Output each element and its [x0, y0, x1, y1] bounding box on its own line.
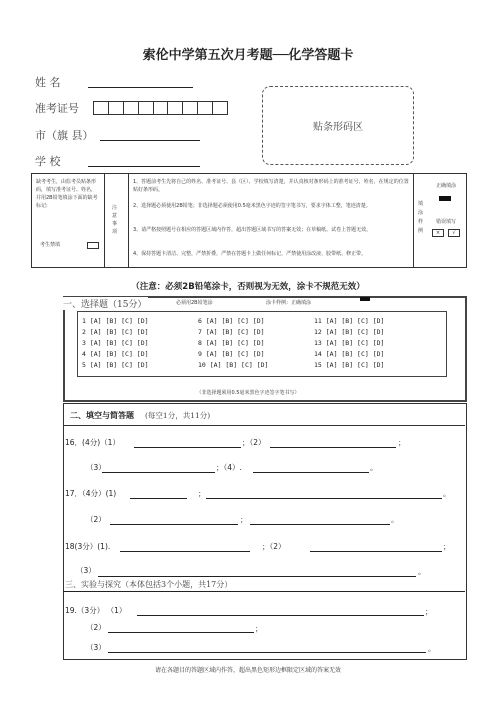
- q19-1-answer-line[interactable]: [137, 615, 424, 616]
- q19-3-answer-line[interactable]: [108, 652, 426, 653]
- q17-1b-answer-line[interactable]: [206, 498, 442, 499]
- notice-item: 3、请严格按照题号在相应的答题区域内作答，超出答题区域书写的答案无效；在草稿纸、试卷上答题无效。: [133, 227, 372, 233]
- section1-heading: 一、选择题（15分）: [63, 297, 148, 310]
- choice-column: [198, 316, 268, 371]
- choice-column: [314, 316, 384, 371]
- notice-item: 4、保持答题卡清洁、完整，严禁折叠，严禁在答题卡上做任何标记，严禁使用涂改液、胶带纸、修正带。: [133, 251, 367, 257]
- absent-mark-label: 考生禁填: [40, 242, 61, 248]
- q17-2b-answer-line[interactable]: [250, 524, 390, 525]
- choice-row[interactable]: 10 [A] [B] [C] [D]: [198, 361, 269, 369]
- q19-line3-label: （3）: [86, 643, 106, 652]
- choice-row[interactable]: 6 [A] [B] [C] [D]: [198, 317, 265, 325]
- choice-row[interactable]: 7 [A] [B] [C] [D]: [198, 328, 265, 336]
- notice-item: 1、答题前考生先将自己的姓名、准考证号、县（区）、学校填写清楚，并认真核对条形码上的准考证号、姓名，在规定的位置贴好条形码。: [133, 179, 409, 193]
- q19-2-answer-line[interactable]: [108, 632, 254, 633]
- section3-divider: [63, 591, 465, 592]
- q16-3-answer-line[interactable]: [102, 472, 215, 473]
- q16-line2-label: （3）: [86, 463, 106, 472]
- fill-example-label: 填涂样例: [418, 201, 424, 234]
- notice-items: [128, 174, 414, 267]
- barcode-area: [262, 86, 414, 165]
- choice-row[interactable]: 3 [A] [B] [C] [D]: [82, 339, 149, 347]
- q19-line1-label: 19.（3分） （1）: [65, 606, 127, 615]
- choice-row[interactable]: 11 [A] [B] [C] [D]: [314, 317, 385, 325]
- section1-hint: 必须用2B铅笔涂: [176, 300, 213, 306]
- q17-2a-answer-line[interactable]: [110, 524, 238, 525]
- notes-box: [31, 173, 467, 268]
- q18-line1-end: ；: [443, 542, 451, 551]
- barcode-label: 贴条形码区: [313, 122, 363, 133]
- page-title: 索伦中学第五次月考题──化学答题卡: [142, 48, 354, 63]
- q19-line3-end: 。: [428, 644, 436, 653]
- q18-2-answer-line[interactable]: [310, 551, 442, 552]
- q16-line2-end: 。: [370, 463, 378, 472]
- q17-1a-answer-line[interactable]: [130, 498, 187, 499]
- q16-2-answer-line[interactable]: [270, 447, 396, 448]
- footer-note: 请在各题目的答题区域内作答，超出黑色矩形边框限定区域的答案无效: [154, 667, 341, 674]
- q17-line2-mid: ；: [240, 515, 248, 524]
- q18-line1-mid: ；（2）: [262, 542, 286, 551]
- section2-heading-note: (每空1分，共11分): [145, 411, 211, 420]
- choice-column: [82, 316, 149, 371]
- correct-label: 正确填涂: [435, 183, 456, 189]
- q19-line2-end: ；: [255, 624, 263, 633]
- choice-row[interactable]: 8 [A] [B] [C] [D]: [198, 339, 265, 347]
- choice-row[interactable]: 1 [A] [B] [C] [D]: [82, 317, 149, 325]
- q18-line1-label: 18(3分）(1).: [65, 542, 111, 551]
- q16-line1-mid: ；（2）: [242, 438, 266, 447]
- choice-row[interactable]: 4 [A] [B] [C] [D]: [82, 350, 149, 358]
- name-field[interactable]: [88, 87, 193, 88]
- section2-heading: 二、填空与简答题: [70, 411, 134, 420]
- wrong-mark-x: ×: [432, 229, 444, 237]
- city-label: 市（旗 县）: [35, 129, 94, 142]
- exam-no-boxes[interactable]: [93, 101, 228, 115]
- absent-text: 缺考考生，由监考员贴条形码，填写准考证号、姓名，并用2B铅笔填涂下面的缺考标记:: [36, 179, 98, 209]
- section1-sample: 涂卡样例：正确填涂: [266, 300, 312, 306]
- section1-footnote: （非选择题须用0.5毫米黑色字迹签字笔书写）: [196, 390, 300, 396]
- notice-title: 注意事项: [112, 205, 118, 235]
- q17-line2-end: 。: [391, 515, 399, 524]
- q17-line1-label: 17．（4分）(1): [65, 489, 117, 498]
- wrong-label: 错误填写: [435, 219, 456, 225]
- absent-mark-box[interactable]: [87, 242, 99, 249]
- exam-no-label: 准考证号: [35, 102, 79, 115]
- q16-line2-mid: ；（4）.: [216, 463, 242, 472]
- q18-line2-label: （3）: [76, 566, 96, 575]
- correct-fill-sample: [439, 196, 451, 201]
- q17-line2-label: （2）: [86, 515, 106, 524]
- q16-line1-label: 16．(4分)（1）: [65, 438, 120, 447]
- choice-grid: [77, 311, 447, 377]
- choice-row[interactable]: 12 [A] [B] [C] [D]: [314, 328, 385, 336]
- choice-row[interactable]: 15 [A] [B] [C] [D]: [314, 361, 385, 369]
- name-label: 姓 名: [35, 76, 61, 89]
- q19-line1-end: ；: [425, 607, 433, 616]
- absent-panel: [32, 174, 105, 267]
- notice-item: 2、选择题必须使用2B铅笔；非选择题必须使用0.5毫米黑色字迹的签字笔书写，要求字体工整，笔迹清楚。: [133, 203, 371, 209]
- warning-text: （注意：必须2B铅笔涂卡，否则视为无效，涂卡不规范无效）: [131, 282, 365, 292]
- sample-fill-mark: [360, 297, 370, 301]
- q17-line1-mid: ；: [198, 489, 206, 498]
- wrong-mark-check: √: [448, 229, 460, 237]
- choice-row[interactable]: 13 [A] [B] [C] [D]: [314, 339, 385, 347]
- q18-line2-end: 。: [418, 567, 426, 576]
- q18-3-answer-line[interactable]: [98, 576, 416, 577]
- q16-4-answer-line[interactable]: [253, 472, 369, 473]
- choice-row[interactable]: 9 [A] [B] [C] [D]: [198, 350, 265, 358]
- choice-row[interactable]: 2 [A] [B] [C] [D]: [82, 328, 149, 336]
- school-label: 学 校: [35, 155, 61, 168]
- q19-line2-label: （2）: [86, 623, 106, 632]
- choice-row[interactable]: 14 [A] [B] [C] [D]: [314, 350, 385, 358]
- city-field[interactable]: [100, 140, 200, 141]
- school-field[interactable]: [88, 166, 200, 167]
- q17-line1-end: 。: [443, 489, 451, 498]
- q16-line1-end: ；: [398, 438, 406, 447]
- q16-1-answer-line[interactable]: [134, 447, 241, 448]
- choice-row[interactable]: 5 [A] [B] [C] [D]: [82, 361, 149, 369]
- q18-1-answer-line[interactable]: [120, 551, 250, 552]
- section3-heading: 三、实验与探究（本体包括3个小题，共17分）: [65, 580, 233, 589]
